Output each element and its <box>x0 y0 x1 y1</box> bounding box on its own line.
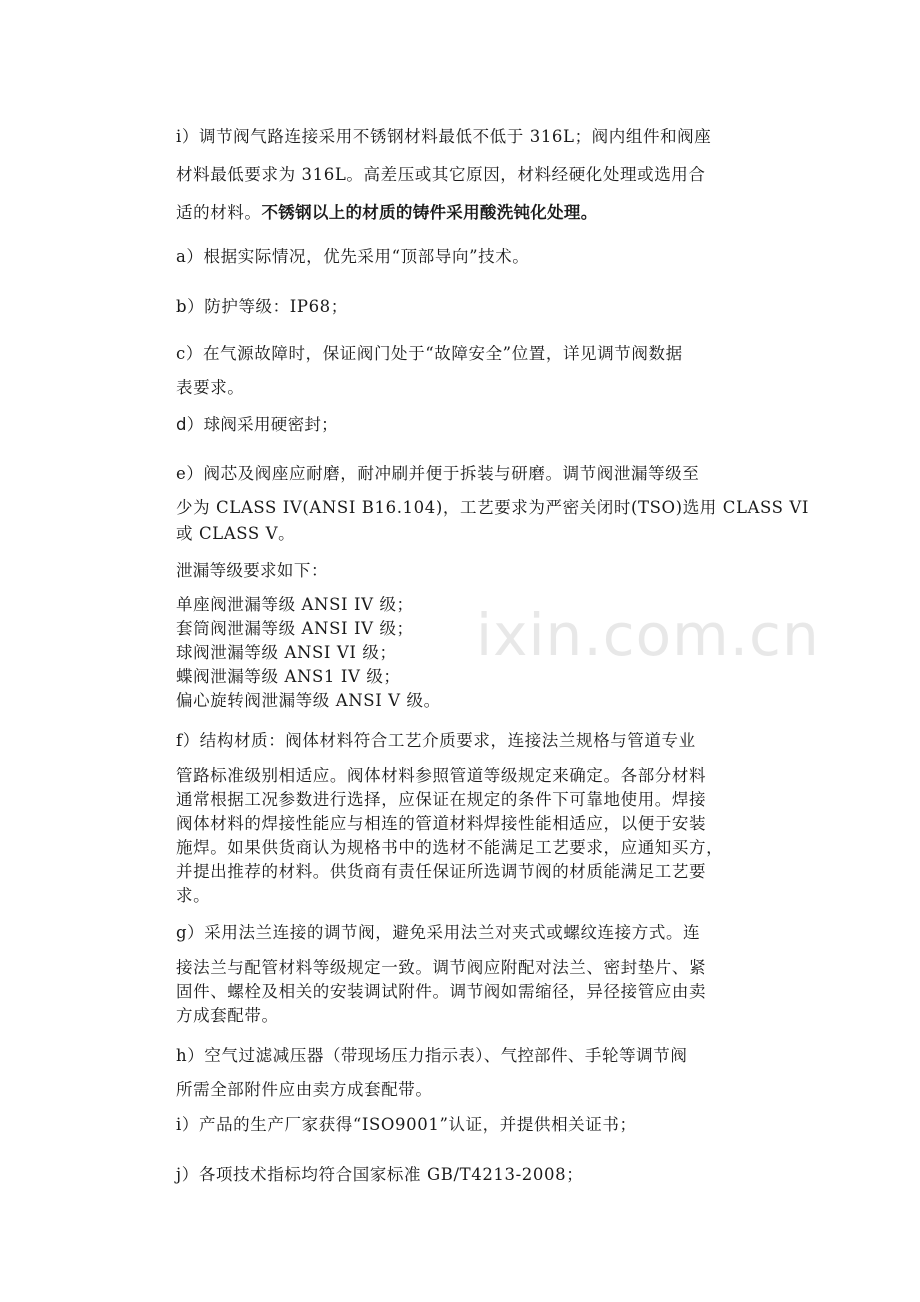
text-line: 方成套配带。 <box>176 1006 279 1025</box>
text-line: 接法兰与配管材料等级规定一致。调节阀应附配对法兰、密封垫片、紧 <box>176 958 707 977</box>
text-line: 或 CLASS V。 <box>176 524 296 543</box>
text-line: j）各项技术指标均符合国家标准 GB/T4213-2008； <box>176 1165 584 1184</box>
list-item: 套筒阀泄漏等级 ANSI IV 级； <box>176 619 414 638</box>
text-line: g）采用法兰连接的调节阀，避免采用法兰对夹式或螺纹连接方式。连 <box>176 923 701 942</box>
clause-i-iso-cert <box>176 1110 782 1140</box>
list-item: 蝶阀泄漏等级 ANS1 IV 级； <box>176 667 401 686</box>
bold-text-run: 不锈钢以上的材质的铸件采用酸洗钝化处理。 <box>261 203 598 222</box>
text-line <box>176 410 782 440</box>
clause-i-gas-connection <box>176 122 782 228</box>
text-line: 少为 CLASS IV(ANSI B16.104)，工艺要求为严密关闭时(TSO)选用 CLASS VI <box>176 498 810 517</box>
text-line: 材料最低要求为 316L。高差压或其它原因，材料经硬化处理或选用合 <box>176 165 706 184</box>
leakage-heading <box>176 556 782 586</box>
list-item: 球阀泄漏等级 ANSI VI 级； <box>176 643 397 662</box>
text-line <box>176 198 782 228</box>
leakage-list <box>176 593 782 713</box>
text-line: 固件、螺栓及相关的安装调试附件。调节阀如需缩径，异径接管应由卖 <box>176 982 707 1001</box>
text-line: f）结构材质：阀体材料符合工艺介质要求，连接法兰规格与管道专业 <box>176 731 696 750</box>
text-line: i）产品的生产厂家获得“ISO9001”认证，并提供相关证书； <box>176 1115 637 1134</box>
clause-h-accessories <box>176 1041 782 1105</box>
text-line: 阀体材料的焊接性能应与相连的管道材料焊接性能相适应，以便于安装 <box>176 814 707 833</box>
text-line: e）阀芯及阀座应耐磨，耐冲刷并便于拆装与研磨。调节阀泄漏等级至 <box>176 464 700 483</box>
clause-b-protection-level <box>176 292 782 322</box>
clause-j-national-standard <box>176 1160 782 1190</box>
clause-g-body <box>176 956 782 1028</box>
text-line <box>176 556 782 586</box>
clause-g-flange <box>176 918 782 948</box>
clause-a-top-guide <box>176 242 782 272</box>
clause-f-material <box>176 726 782 756</box>
text-run: 如下： <box>276 561 329 580</box>
text-line: 所需全部附件应由卖方成套配带。 <box>176 1080 433 1099</box>
text-line: 并提出推荐的材料。供货商有责任保证所选调节阀的材质能满足工艺要 <box>176 862 707 881</box>
text-line: b）防护等级：IP68； <box>176 297 348 316</box>
clause-e-valve-core <box>176 459 810 549</box>
text-line: 通常根据工况参数进行选择，应保证在规定的条件下可靠地使用。焊接 <box>176 790 707 809</box>
text-line: 求。 <box>176 886 211 905</box>
watermark: ixin.com.cn <box>476 601 820 669</box>
text-line: a）根据实际情况，优先采用“顶部导向”技术。 <box>176 247 530 266</box>
list-item: 偏心旋转阀泄漏等级 ANSI V 级。 <box>176 691 441 710</box>
heading-run: 泄漏等级要求 <box>176 561 277 580</box>
text-line: 施焊。如果供货商认为规格书中的选材不能满足工艺要求，应通知买方， <box>176 838 724 857</box>
clause-f-body <box>176 764 782 908</box>
text-line: 表要求。 <box>176 378 245 397</box>
text-line: 管路标准级别相适应。阀体材料参照管道等级规定来确定。各部分材料 <box>176 766 707 785</box>
clause-d-ball-valve <box>176 410 782 440</box>
text-run: d）球阀采用硬密封； <box>176 415 338 434</box>
text-line: c）在气源故障时，保证阀门处于“故障安全”位置，详见调节阀数据 <box>176 344 683 363</box>
text-line <box>176 1041 782 1071</box>
text-line: i）调节阀气路连接采用不锈钢材料最低不低于 316L；阀内组件和阀座 <box>176 127 712 146</box>
text-run: h）空气过滤减压器 <box>176 1046 325 1065</box>
text-run: 、手轮等调节阀 <box>567 1046 688 1065</box>
clause-c-fail-safe <box>176 339 782 403</box>
list-item: 单座阀泄漏等级 ANSI IV 级； <box>176 595 414 614</box>
text-run: （带现场压力指示表）、气控部件 <box>324 1046 568 1065</box>
text-run: 适的材料。 <box>176 203 262 222</box>
